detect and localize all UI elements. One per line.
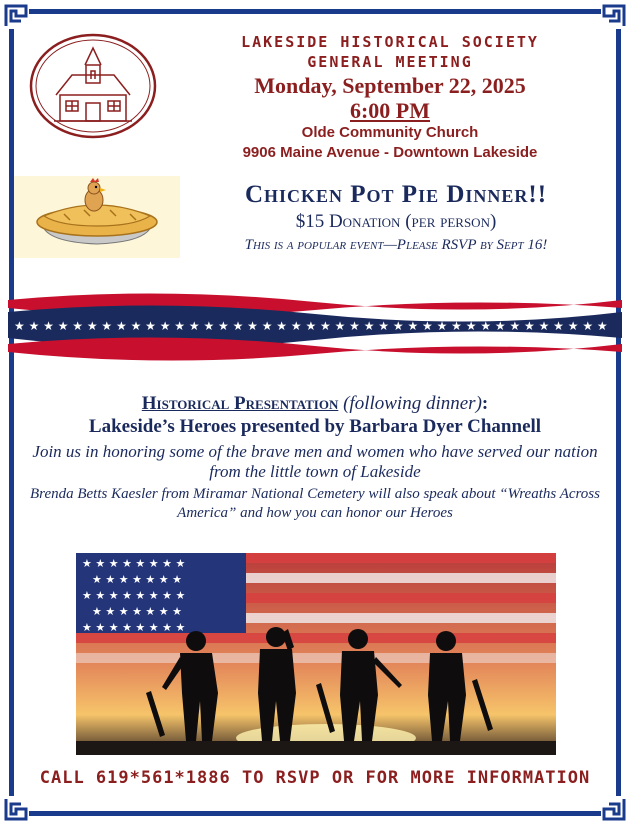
flag-banner	[8, 288, 622, 362]
presentation-heading-colon: :	[481, 393, 489, 414]
chicken-pot-pie-icon	[14, 176, 180, 258]
svg-text:★ ★ ★ ★ ★ ★ ★ ★: ★ ★ ★ ★ ★ ★ ★ ★	[82, 557, 186, 570]
rsvp-deadline: This is a popular event—Please RSVP by Sept 16!	[244, 237, 548, 253]
guest-speaker-description: Brenda Betts Kaesler from Miramar National Cemetery will also speak about “Wreaths Across America” and how you can honor our Heroes	[30, 486, 600, 521]
schoolhouse-logo	[28, 33, 158, 139]
dinner-title: Chicken Pot Pie Dinner!!	[244, 181, 548, 208]
event-time: 6:00 PM	[349, 98, 431, 123]
soldiers-silhouette-photo	[76, 553, 556, 755]
society-name: LAKESIDE HISTORICAL SOCIETY	[241, 33, 539, 51]
corner-ornament	[3, 3, 29, 29]
svg-text:★ ★ ★ ★ ★ ★ ★ ★: ★ ★ ★ ★ ★ ★ ★ ★	[82, 621, 186, 634]
venue-address: 9906 Maine Avenue - Downtown Lakeside	[242, 144, 538, 161]
presentation-heading-note: (following dinner)	[343, 393, 482, 414]
svg-text:★ ★ ★ ★ ★ ★ ★: ★ ★ ★ ★ ★ ★ ★	[92, 573, 183, 586]
corner-ornament	[601, 3, 627, 29]
dinner-price: $15 Donation (per person)	[295, 211, 497, 232]
meeting-type: GENERAL MEETING	[307, 53, 473, 71]
svg-text:★ ★ ★ ★ ★ ★ ★: ★ ★ ★ ★ ★ ★ ★	[92, 605, 183, 618]
venue-name: Olde Community Church	[301, 124, 479, 141]
presentation-section	[20, 392, 610, 523]
presentation-heading-label: Historical Presentation	[141, 393, 339, 414]
corner-ornament	[3, 796, 29, 822]
presentation-description: Join us in honoring some of the brave men and women who have served our nation from the little town of Lakeside	[32, 442, 598, 481]
presentation-heading	[20, 392, 610, 416]
svg-text:★ ★ ★ ★ ★ ★ ★ ★ ★ ★ ★ ★ ★ ★ ★: ★ ★ ★ ★ ★ ★ ★ ★ ★ ★ ★ ★ ★ ★ ★ ★ ★ ★ ★ ★ ★ ★ ★ ★ ★ ★ ★ ★ ★ ★ ★ ★ ★ ★ ★ ★ ★ ★ ★ ★ ★	[14, 319, 608, 333]
presentation-title: Lakeside’s Heroes presented by Barbara Dyer Channell	[88, 416, 542, 437]
event-date: Monday, September 22, 2025	[254, 73, 526, 98]
contact-footer: CALL 619*561*1886 TO RSVP OR FOR MORE INFORMATION	[39, 768, 591, 788]
event-header	[190, 32, 590, 163]
corner-ornament	[601, 796, 627, 822]
svg-text:★ ★ ★ ★ ★ ★ ★ ★: ★ ★ ★ ★ ★ ★ ★ ★	[82, 589, 186, 602]
dinner-section	[186, 180, 606, 256]
